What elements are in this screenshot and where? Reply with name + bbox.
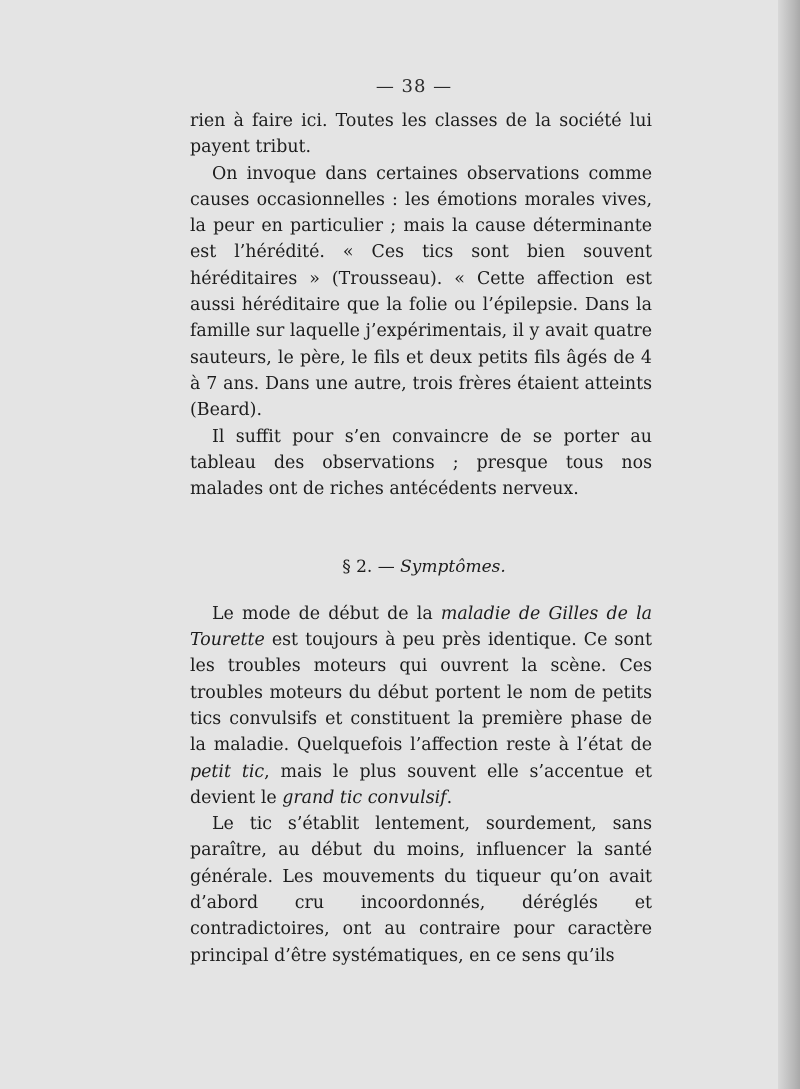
section-title: Symptômes. [400, 557, 506, 578]
section-number: § 2. — [342, 557, 395, 578]
body-text [190, 108, 652, 969]
para4-text-c: est toujours à peu près identique. Ce sont les troubles moteurs qui ouvrent la scène. Ces troubles moteurs du début portent le nom de petits tics convulsifs et constituent la première phase de la maladie. Quelquefois l’affection reste à l’état de [190, 630, 652, 756]
paragraph-3: Il suffit pour s’en convaincre de se porter au tableau des observations ; presque tous nos malades ont de riches antécédents nerveux. [190, 426, 652, 500]
page-number: — 38 — [375, 76, 453, 97]
paragraph-5: Le tic s’établit lentement, sourdement, sans paraître, au début du moins, influencer la santé générale. Les mouvements du tiqueur qu’on avait d’abord cru incoordonnés, déréglés et contradictoires, ont au contraire pour caractère principal d’être systématiques, en ce sens qu’ils [190, 814, 652, 966]
paragraph-1: rien à faire ici. Toutes les classes de la société lui payent tribut. [190, 111, 652, 158]
para4-text-a: Le mode de début de la [212, 603, 441, 624]
para4-petit-tic: petit tic [190, 761, 265, 782]
section-heading [190, 554, 652, 580]
paragraph-2: On invoque dans certaines observations comme causes occasionnelles : les émotions morales vives, la peur en particulier ; mais la cause déterminante est l’hérédité. « Ces tics sont bien souvent héréditaires » (Trousseau). « Cette affection est aussi héréditaire que la folie ou l’épilepsie. Dans la famille sur laquelle j’expérimentais, il y avait quatre sauteurs, le père, le fils et deux petits fils âgés de 4 à 7 ans. Dans une autre, trois frères étaient atteints (Beard). [190, 163, 652, 421]
para4-grand-tic: grand tic convulsif [282, 787, 447, 808]
para4-text-e: , mais le plus souvent elle s’accentue et devient le [190, 761, 652, 808]
para4-disease-name: maladie de Gilles de la Tourette [190, 603, 652, 651]
para4-text-g: . [446, 787, 453, 808]
paragraph-4 [190, 601, 652, 811]
page-edge-shadow [778, 0, 800, 1089]
